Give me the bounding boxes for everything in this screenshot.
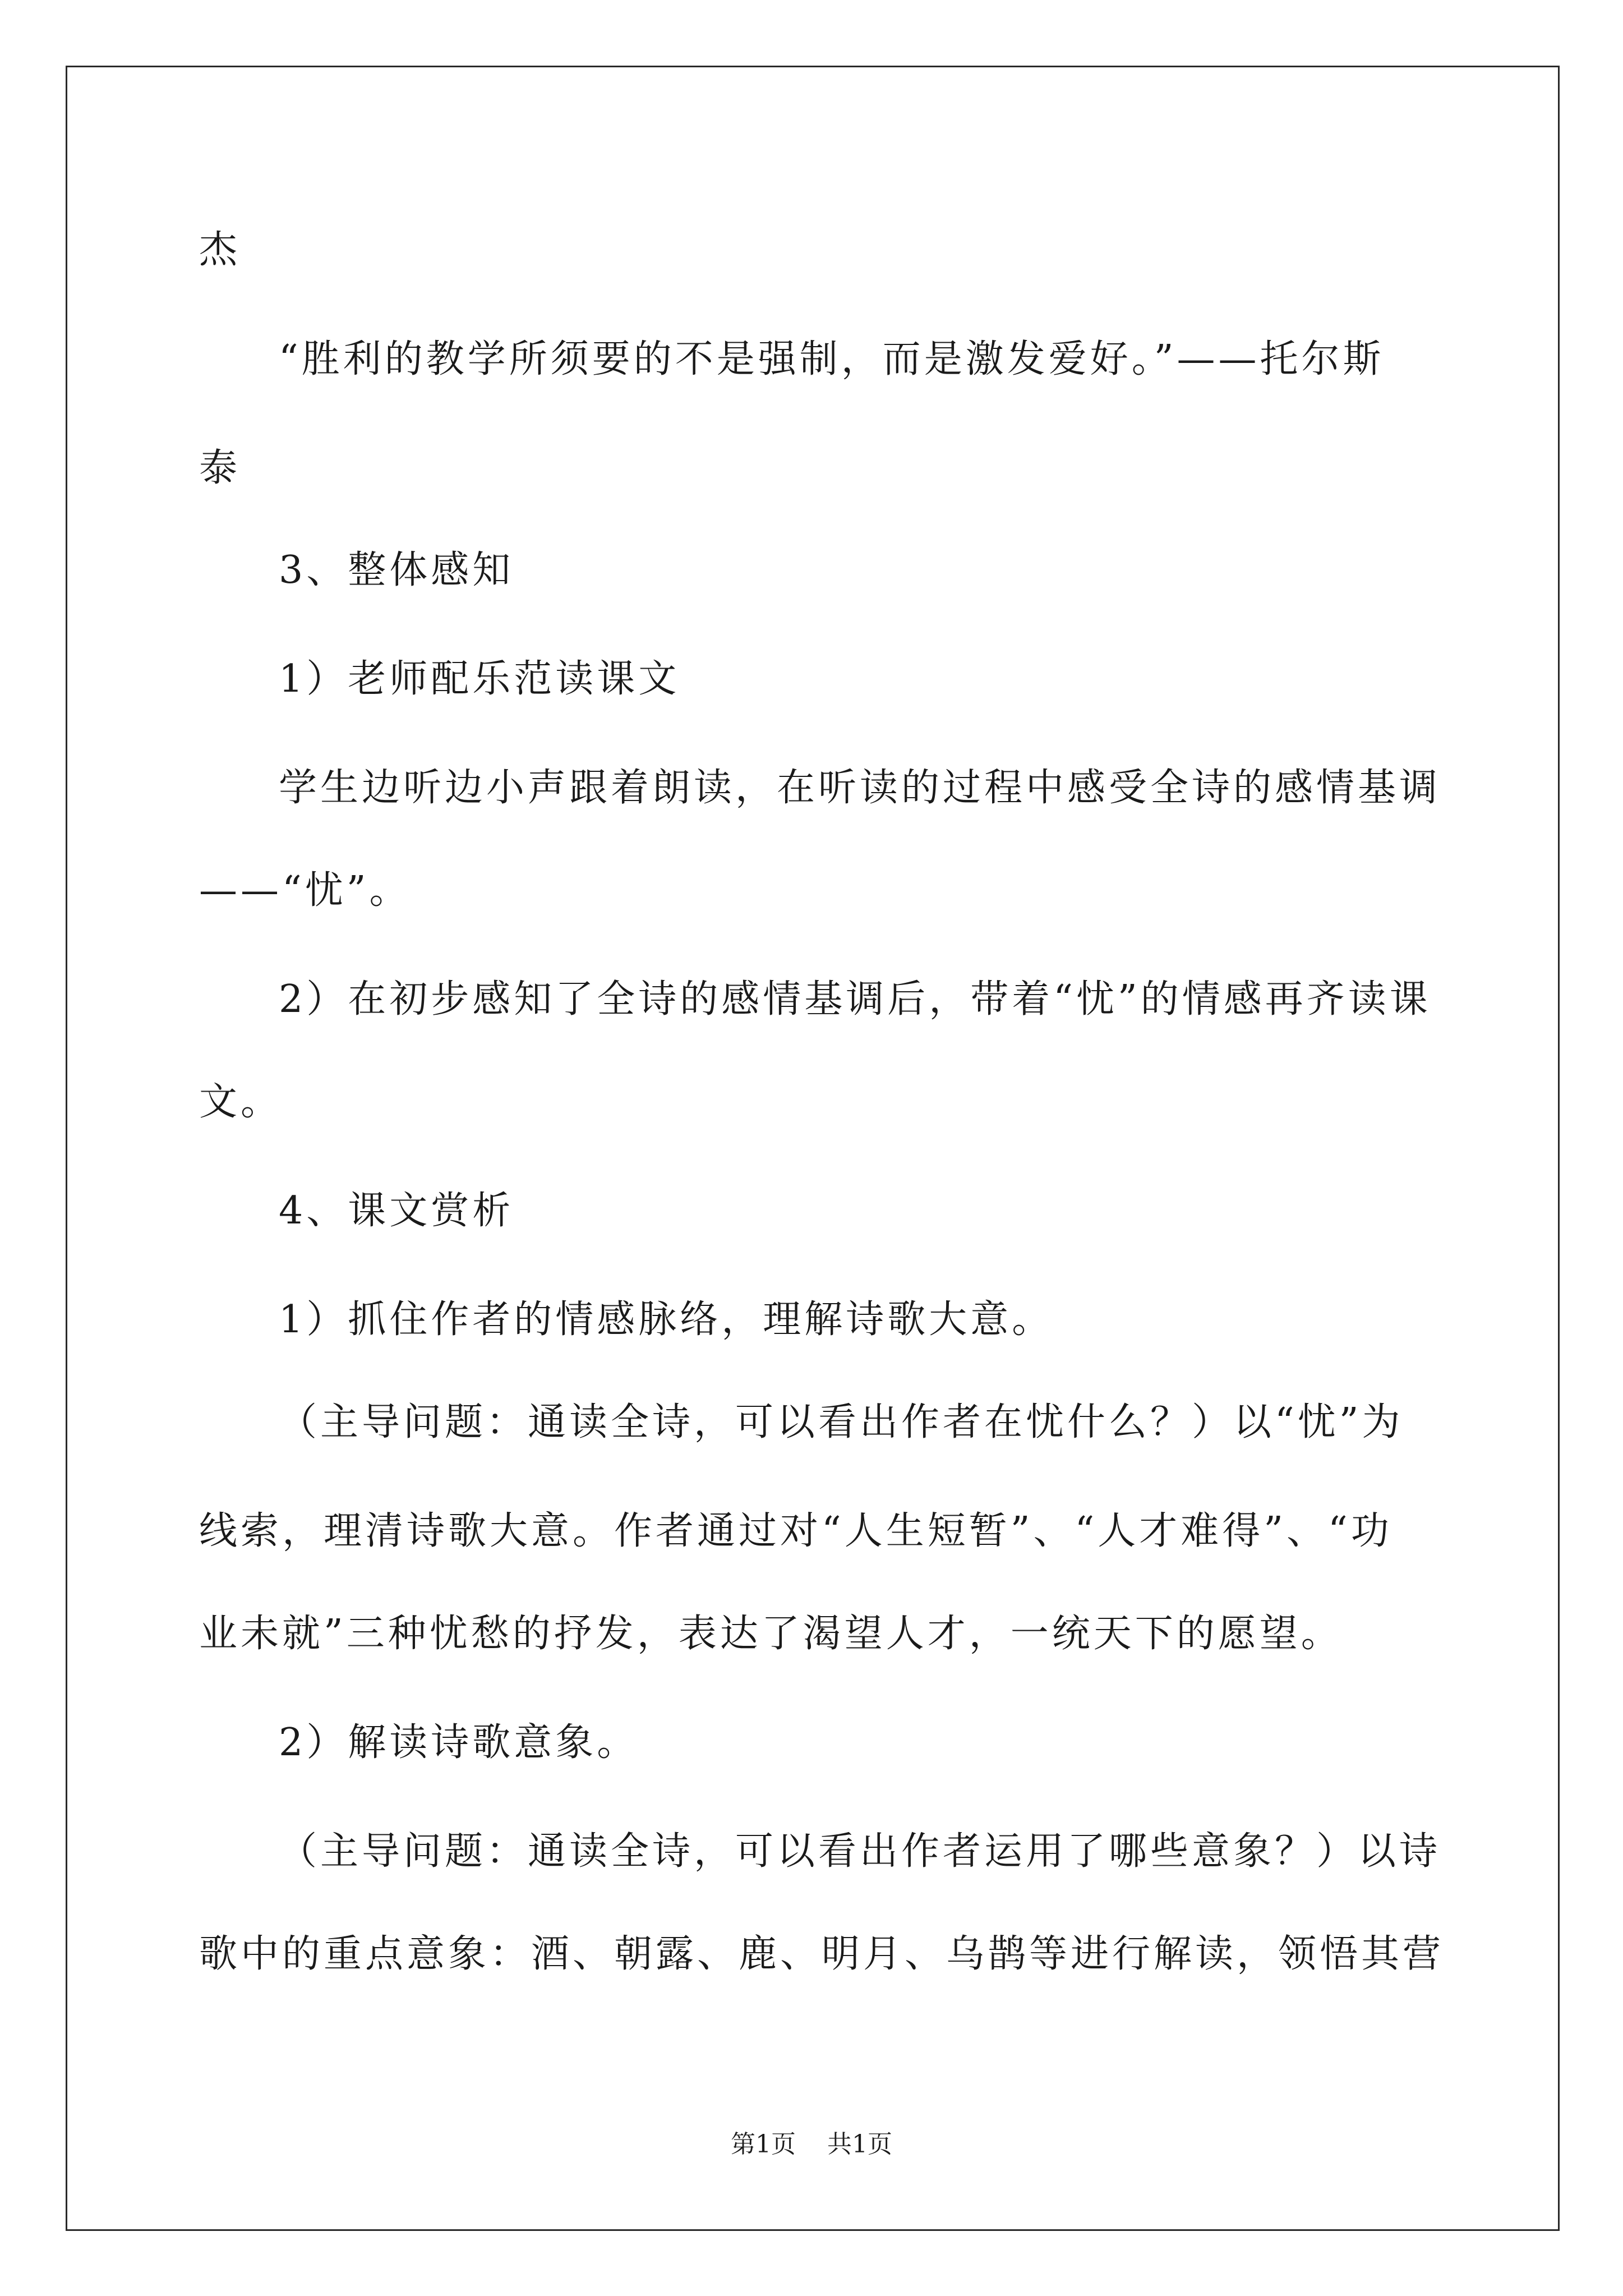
page-number: 第1页 xyxy=(731,2130,796,2159)
paragraph-line: 业未就”三种忧愁的抒发，表达了渴望人才，一统天下的愿望。 xyxy=(199,1612,1343,1656)
page-border xyxy=(66,66,1560,2231)
subsection-heading: 1）抓住作者的情感脉络，理解诗歌大意。 xyxy=(279,1297,1054,1342)
paragraph-line: 学生边听边小声跟着朗读，在听读的过程中感受全诗的感情基调 xyxy=(279,766,1441,810)
paragraph-line: （主导问题：通读全诗，可以看出作者在忧什么？）以“忧”为 xyxy=(279,1400,1404,1444)
section-heading: 3、整体感知 xyxy=(279,548,514,592)
page-total: 共1页 xyxy=(827,2130,892,2159)
paragraph-line: 歌中的重点意象：酒、朝露、鹿、明月、乌鹊等进行解读，领悟其营 xyxy=(199,1932,1445,1976)
paragraph-line: 2）在初步感知了全诗的感情基调后，带着“忧”的情感再齐读课 xyxy=(279,977,1431,1022)
quote-line: “胜利的教学所须要的不是强制，而是激发爱好。”——托尔斯 xyxy=(279,337,1385,381)
paragraph-line: （主导问题：通读全诗，可以看出作者运用了哪些意象？）以诗 xyxy=(279,1829,1441,1874)
paragraph-line: 文。 xyxy=(199,1080,283,1124)
text-line: 杰 xyxy=(199,228,241,272)
subsection-heading: 1）老师配乐范读课文 xyxy=(279,657,680,701)
paragraph-line: ——“忧”。 xyxy=(199,868,411,913)
page-footer xyxy=(0,2131,1623,2159)
paragraph-line: 线索，理清诗歌大意。作者通过对“人生短暂”、“人才难得”、“功 xyxy=(199,1509,1393,1553)
subsection-heading: 2）解读诗歌意象。 xyxy=(279,1720,639,1765)
text-line: 泰 xyxy=(199,446,241,490)
section-heading: 4、课文赏析 xyxy=(279,1189,514,1233)
